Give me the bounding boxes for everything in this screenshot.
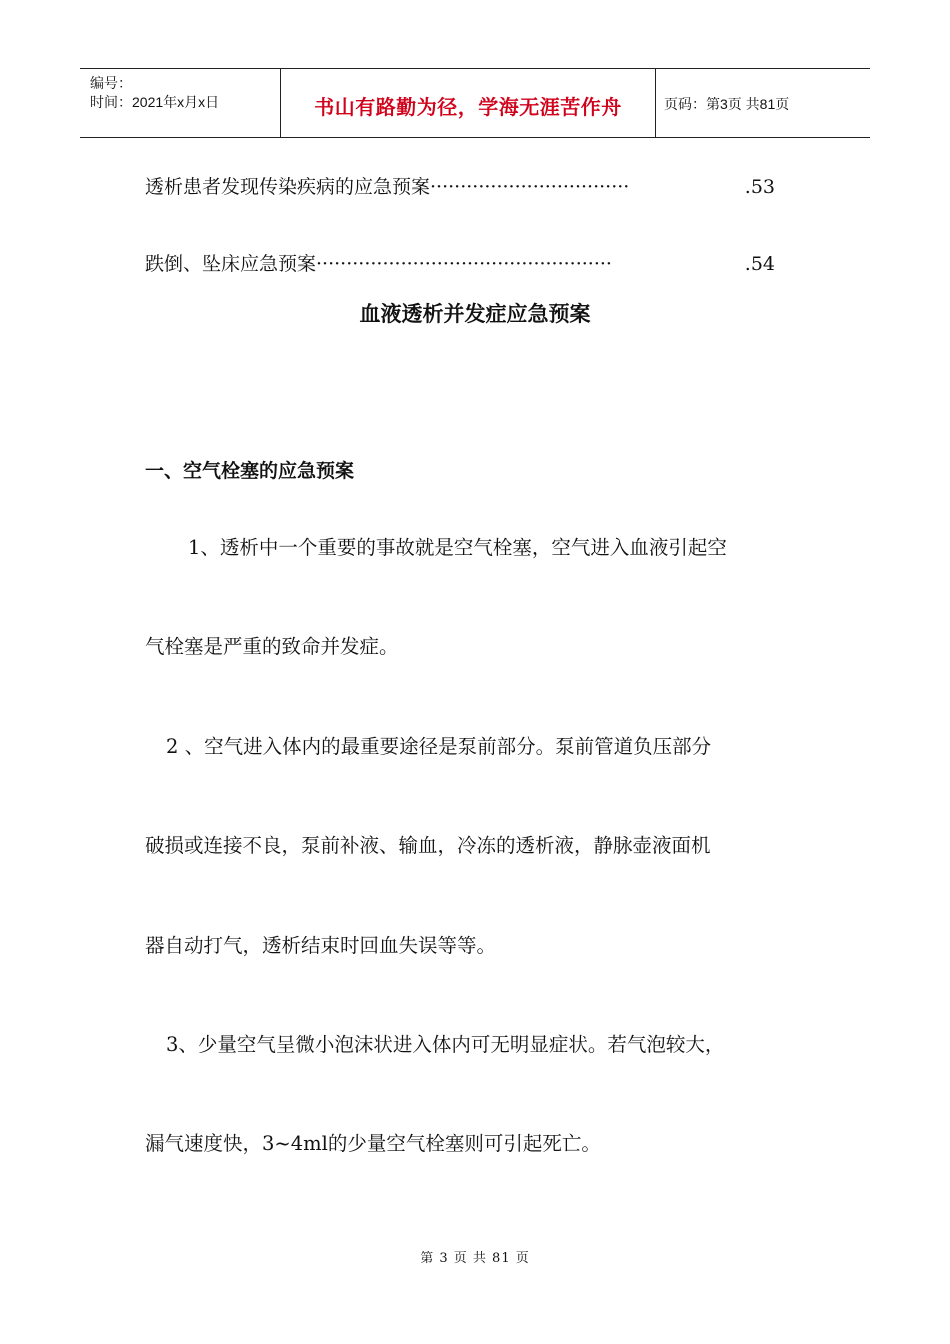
toc-leader-dots: ················································· [316, 253, 612, 275]
body-text-line: 器自动打气，透析结束时回血失误等等。 [145, 934, 497, 957]
toc-entry[interactable] [145, 249, 775, 276]
header-page-label: 页码：第3页 共81页 [664, 96, 790, 112]
body-text-line: 漏气速度快，3~4ml的少量空气栓塞则可引起死亡。 [145, 1132, 601, 1155]
header-motto: 书山有路勤为径，学海无涯苦作舟 [314, 95, 622, 119]
body-text-line: 1、透析中一个重要的事故就是空气栓塞，空气进入血液引起空 [188, 536, 727, 559]
body-text-line: 破损或连接不良，泵前补液、输血，冷冻的透析液，静脉壶液面机 [145, 834, 711, 857]
header-motto-cell [280, 69, 656, 137]
toc-leader-dots: ································· [430, 176, 630, 198]
document-number-label: 编号： [90, 75, 132, 91]
header-left-cell [80, 69, 280, 137]
toc-entry[interactable] [145, 172, 775, 199]
page-header [80, 68, 870, 138]
page-footer: 第 3 页 共 81 页 [420, 1251, 530, 1266]
toc-entry-text: 跌倒、坠床应急预案 [145, 253, 317, 275]
body-text-line: 3、少量空气呈微小泡沫状进入体内可无明显症状。若气泡较大， [166, 1033, 725, 1056]
body-text-line: 气栓塞是严重的致命并发症。 [145, 635, 399, 658]
body-text-line: 2 、空气进入体内的最重要途径是泵前部分。泵前管道负压部分 [166, 735, 712, 758]
toc-page-number: .54 [744, 253, 775, 275]
section-heading: 一、空气栓塞的应急预案 [145, 460, 355, 482]
toc-page-number: .53 [744, 176, 775, 198]
document-time-label: 时间：2021年x月x日 [90, 94, 220, 110]
toc-entry-text: 透析患者发现传染疾病的应急预案 [145, 176, 431, 198]
header-right-cell [654, 69, 870, 137]
page-title: 血液透析并发症应急预案 [359, 302, 591, 326]
